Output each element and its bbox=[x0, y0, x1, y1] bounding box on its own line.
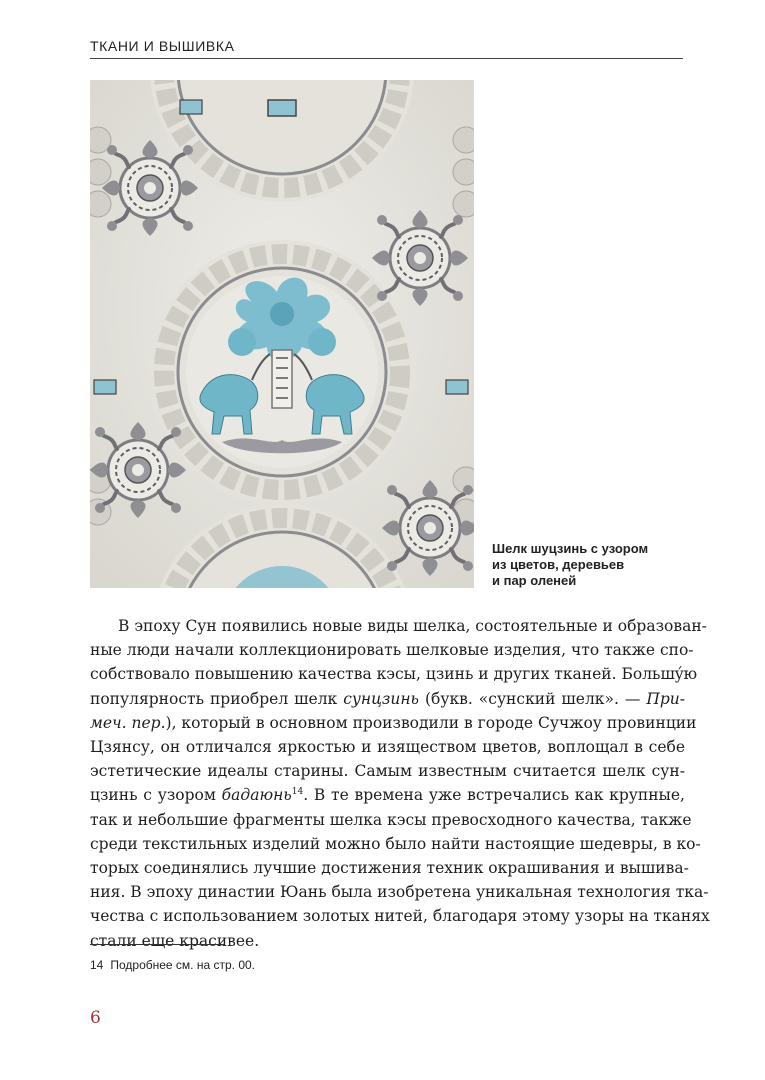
text-run: ния. В эпоху династии Юань была изобретена уникальная технология тка- bbox=[90, 883, 709, 902]
silk-photo bbox=[90, 80, 474, 588]
italic-term: При- bbox=[646, 689, 685, 708]
text-line bbox=[90, 614, 707, 638]
text-run: В эпоху Сун появились новые виды шелка, состоятельные и образован- bbox=[118, 617, 707, 635]
footnote-ref: 14 bbox=[291, 787, 304, 798]
text-run: так и небольшие фрагменты шелка кэсы превосходного качества, также bbox=[90, 810, 692, 829]
text-run: собствовало повышению качества кэсы, цзинь и других тканей. Большýю bbox=[90, 665, 698, 684]
text-line bbox=[90, 808, 692, 832]
text-line bbox=[90, 904, 710, 928]
text-run: торых соединялись лучшие достижения техник окрашивания и вышива- bbox=[90, 859, 689, 878]
footnote-rule bbox=[90, 944, 224, 945]
text-line bbox=[90, 929, 685, 953]
text-run: ), который в основном производили в городе Сучжоу провинции bbox=[165, 713, 697, 732]
figure-caption bbox=[492, 541, 692, 589]
text-line bbox=[90, 638, 694, 662]
text-line bbox=[90, 687, 685, 711]
silk-pattern-illustration bbox=[90, 80, 474, 588]
footnote-number: 14 bbox=[90, 958, 104, 972]
text-line bbox=[90, 759, 685, 783]
text-line bbox=[90, 880, 709, 904]
page-number: 6 bbox=[90, 1008, 101, 1028]
text-line bbox=[90, 783, 685, 807]
italic-term: сунцзинь bbox=[343, 689, 420, 708]
text-run: среди текстильных изделий можно было найти настоящие шедевры, в ко- bbox=[90, 834, 701, 853]
caption-line: и пар оленей bbox=[492, 573, 577, 588]
text-run: цзинь с узором bbox=[90, 786, 222, 805]
footnote-text: Подробнее см. на стр. 00. bbox=[110, 958, 255, 972]
text-line bbox=[90, 856, 689, 880]
text-line bbox=[90, 832, 701, 856]
text-run: Цзянсу, он отличался яркостью и изяществом цветов, воплощал в себе bbox=[90, 738, 685, 757]
text-run: популярность приобрел шелк bbox=[90, 689, 344, 708]
text-run: ные люди начали коллекционировать шелковые изделия, что также спо- bbox=[90, 641, 694, 660]
text-run: эстетические идеалы старины. Самым известным считается шелк сун- bbox=[90, 762, 685, 781]
text-run: чества с использованием золотых нитей, благодаря этому узоры на тканях bbox=[90, 907, 710, 926]
body-text bbox=[90, 614, 710, 953]
italic-term: меч. пер. bbox=[90, 713, 166, 732]
text-line bbox=[90, 735, 685, 759]
text-line bbox=[90, 662, 698, 686]
header-rule bbox=[90, 58, 683, 59]
caption-line: Шелк шуцзинь с узором bbox=[492, 541, 649, 556]
text-run: . В те времена уже встречались как крупные, bbox=[303, 786, 685, 805]
text-run: стали еще красивее. bbox=[90, 931, 260, 950]
text-run: (букв. «сунский шелк». — bbox=[419, 689, 647, 708]
running-head: ТКАНИ И ВЫШИВКА bbox=[90, 38, 235, 54]
caption-line: из цветов, деревьев bbox=[492, 557, 625, 572]
text-line bbox=[90, 711, 697, 735]
footnote bbox=[90, 958, 255, 972]
italic-term: бадаюнь bbox=[221, 786, 292, 805]
